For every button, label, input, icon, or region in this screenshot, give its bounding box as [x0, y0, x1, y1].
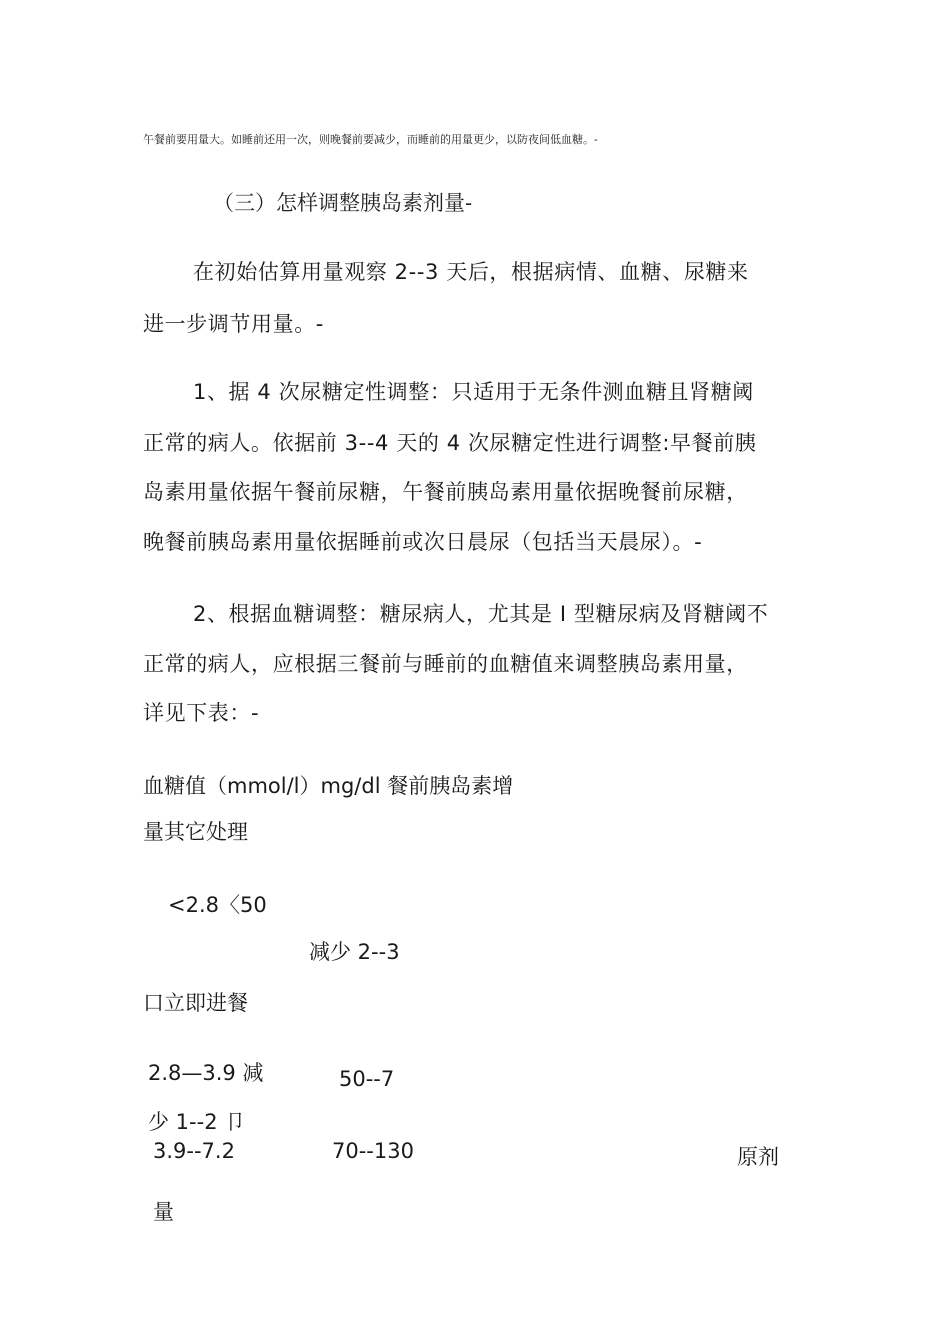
- row-1-dose-adjustment: 减少 2--3: [309, 940, 400, 964]
- paragraph-2-line-3: 岛素用量依据午餐前尿糖，午餐前胰岛素用量依据晚餐前尿糖，: [143, 480, 748, 504]
- paragraph-2-line-4: 晚餐前胰岛素用量依据睡前或次日晨尿（包括当天晨尿）。-: [143, 530, 703, 554]
- row-1-other-action: 口立即进餐: [143, 991, 248, 1015]
- paragraph-2-line-1: 1、据 4 次尿糖定性调整：只适用于无条件测血糖且肾糖阈: [193, 380, 754, 404]
- row-2-mgdl-value: 50--7: [339, 1067, 395, 1091]
- row-3-continuation: 量: [153, 1200, 174, 1224]
- row-3-mgdl-value: 70--130: [332, 1139, 414, 1163]
- row-2-continuation: 少 1--2 卩: [148, 1110, 246, 1134]
- table-header-line-1: 血糖值（mmol/l）mg/dl 餐前胰岛素增: [143, 774, 514, 798]
- paragraph-1-line-2: 进一步调节用量。-: [143, 312, 324, 336]
- paragraph-3-line-1: 2、根据血糖调整：糖尿病人，尤其是 I 型糖尿病及肾糖阈不: [193, 602, 769, 626]
- row-1-glucose-value: <2.8〈50: [168, 893, 267, 917]
- paragraph-3-line-3: 详见下表：-: [143, 701, 260, 725]
- paragraph-2-line-2: 正常的病人。依据前 3--4 天的 4 次尿糖定性进行调整:早餐前胰: [143, 431, 757, 455]
- row-3-other-action: 原剂: [737, 1145, 779, 1169]
- top-note-line: 午餐前要用量大。如睡前还用一次，则晚餐前要减少，而睡前的用量更少，以防夜间低血糖。-: [143, 133, 598, 146]
- row-3-glucose-value: 3.9--7.2: [153, 1139, 235, 1163]
- table-header-line-2: 量其它处理: [143, 820, 248, 844]
- paragraph-1-line-1: 在初始估算用量观察 2--3 天后，根据病情、血糖、尿糖来: [193, 260, 749, 284]
- row-2-glucose-value: 2.8—3.9 减: [148, 1061, 264, 1085]
- section-heading: （三）怎样调整胰岛素剂量-: [213, 191, 473, 215]
- paragraph-3-line-2: 正常的病人，应根据三餐前与睡前的血糖值来调整胰岛素用量，: [143, 652, 748, 676]
